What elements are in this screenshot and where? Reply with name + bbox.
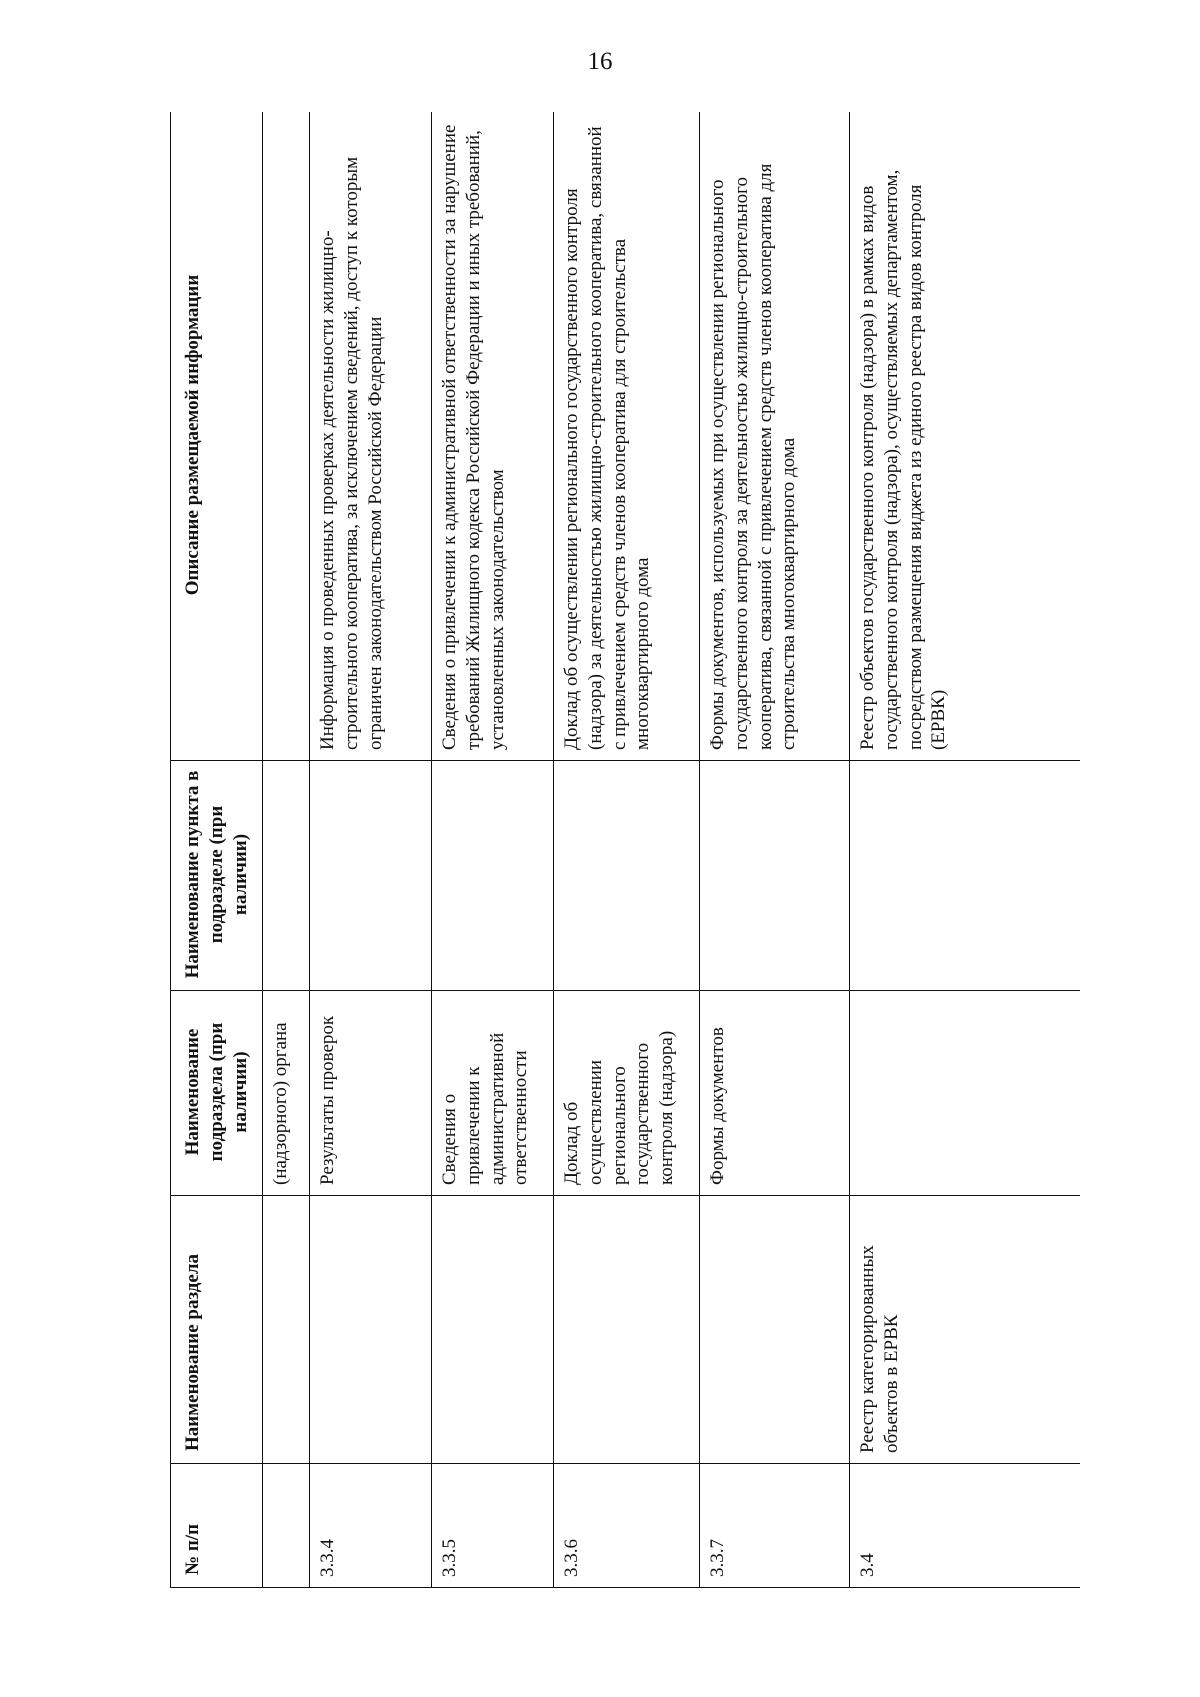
cell-description: Формы документов, используемых при осуществлении регионального государственного контроля за деятельностью жилищно-строительного кооператива, связанной с привлечением средств членов кооператива для строительства многоквартирного дома <box>700 112 850 761</box>
table-row <box>432 112 554 1588</box>
cell-item <box>432 761 554 991</box>
header-subsection: Наименование подраздела (при наличии) <box>171 991 263 1196</box>
cell-num: 3.3.7 <box>700 1464 850 1588</box>
cell-item <box>263 761 310 991</box>
cell-section: Реестр категорированных объектов в ЕРВК <box>850 1196 1081 1464</box>
cell-section <box>554 1196 700 1464</box>
cell-item <box>310 761 432 991</box>
cell-section <box>310 1196 432 1464</box>
table-row <box>263 112 310 1588</box>
cell-subsection: Доклад об осуществлении регионального государственного контроля (надзора) <box>554 991 700 1196</box>
cell-num <box>263 1464 310 1588</box>
cell-num: 3.4 <box>850 1464 1081 1588</box>
cell-num: 3.3.5 <box>432 1464 554 1588</box>
cell-item <box>700 761 850 991</box>
header-description: Описание размещаемой информации <box>171 112 263 761</box>
table-row <box>310 112 432 1588</box>
cell-item <box>554 761 700 991</box>
cell-num: 3.3.4 <box>310 1464 432 1588</box>
cell-description <box>263 112 310 761</box>
information-table <box>170 112 1080 1588</box>
header-num: № п/п <box>171 1464 263 1588</box>
cell-item <box>850 761 1081 991</box>
rotated-table-frame <box>170 112 1080 1588</box>
table-row <box>850 112 1081 1588</box>
cell-description: Информация о проведенных проверках деятельности жилищно-строительного кооператива, за исключением сведений, доступ к которым ограничен законодательством Российской Федерации <box>310 112 432 761</box>
cell-subsection: Сведения о привлечении к административной ответственности <box>432 991 554 1196</box>
cell-section <box>432 1196 554 1464</box>
cell-description: Доклад об осуществлении регионального государственного контроля (надзора) за деятельностью жилищно-строительного кооператива, связанной с привлечением средств членов кооператива для строительства многоквартирного дома <box>554 112 700 761</box>
cell-subsection: Формы документов <box>700 991 850 1196</box>
table-container <box>170 112 1080 1588</box>
header-item: Наименование пункта в подразделе (при наличии) <box>171 761 263 991</box>
cell-num: 3.3.6 <box>554 1464 700 1588</box>
table-row <box>554 112 700 1588</box>
cell-subsection: (надзорного) органа <box>263 991 310 1196</box>
cell-section <box>263 1196 310 1464</box>
header-section: Наименование раздела <box>171 1196 263 1464</box>
page-number: 16 <box>587 48 613 75</box>
cell-section <box>700 1196 850 1464</box>
cell-description: Сведения о привлечении к административной ответственности за нарушение требований Жилищного кодекса Российской Федерации и иных требований, установленных законодательством <box>432 112 554 761</box>
cell-description: Реестр объектов государственного контроля (надзора) в рамках видов государственного контроля (надзора), осуществляемых департаментом, посредством размещения виджета из единого реестра видов контроля (ЕРВК) <box>850 112 1081 761</box>
table-header-row <box>171 112 263 1588</box>
cell-subsection: Результаты проверок <box>310 991 432 1196</box>
cell-subsection <box>850 991 1081 1196</box>
table-row <box>700 112 850 1588</box>
